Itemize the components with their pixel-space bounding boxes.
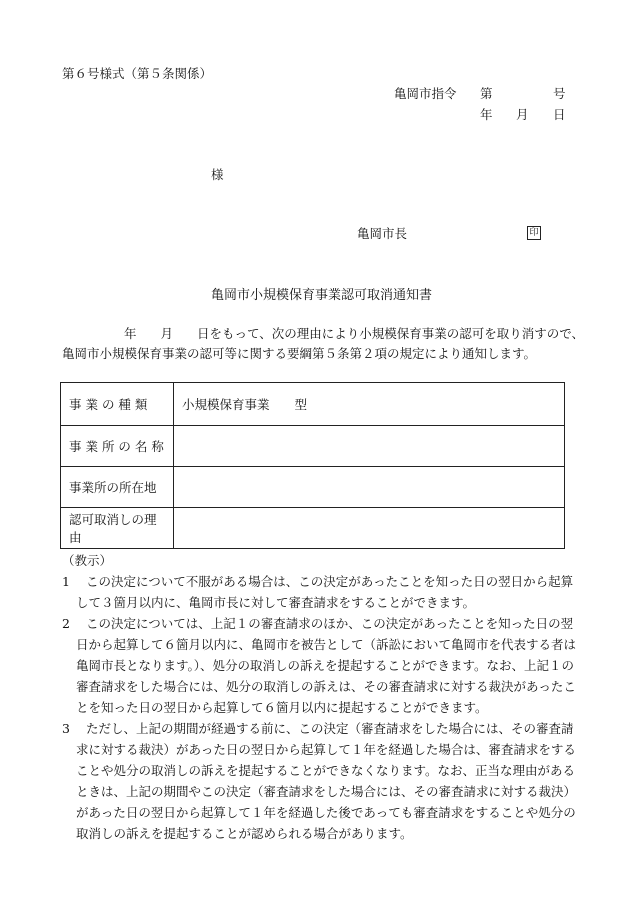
body-line-1 — [62, 324, 585, 344]
date-day-label: 日 — [553, 107, 566, 122]
row-value-business-type: 小規模保育事業 型 — [174, 383, 565, 426]
row-value-revocation-reason — [174, 508, 565, 549]
row-label-revocation-reason: 認可取消しの理由 — [61, 508, 174, 549]
row-value-facility-address — [174, 467, 565, 508]
issuer-prefix: 亀岡市指令 — [394, 86, 457, 101]
number-label-last: 号 — [553, 86, 566, 101]
instruction-text: この決定について不服がある場合は、この決定があったことを知った日の翌日から起算して３箇月以内に、亀岡市長に対して審査請求をすることができます。 — [76, 574, 574, 610]
instructions-section — [62, 550, 577, 844]
date-month-label: 月 — [516, 107, 529, 122]
recipient-honorific: 様 — [211, 167, 224, 182]
row-label-business-type: 事 業 の 種 類 — [61, 383, 174, 426]
instruction-number: 3 — [62, 721, 70, 736]
row-value-facility-name — [174, 426, 565, 467]
body-year-label: 年 — [124, 326, 137, 341]
body-line-1-rest: 日をもって、次の理由により小規模保育事業の認可を取り消すので、 — [197, 326, 585, 341]
sender-name: 亀岡市長 — [357, 226, 408, 241]
body-month-label: 月 — [160, 326, 174, 341]
row-label-facility-address: 事業所の所在地 — [61, 467, 174, 508]
document-title: 亀岡市小規模保育事業認可取消通知書 — [211, 288, 433, 303]
row-label-facility-name: 事 業 所 の 名 称 — [61, 426, 174, 467]
instruction-item — [62, 718, 577, 844]
number-label-first: 第 — [480, 86, 493, 101]
instruction-number: 1 — [62, 574, 70, 589]
instruction-text: この決定については、上記１の審査請求のほか、この決定があったことを知った日の翌日から起算して６箇月以内に、亀岡市を被告として（訴訟において亀岡市を代表する者は亀岡市長となります。）、処分の取消しの訴えを提起することができます。なお、上記１の審査請求をした場合には、処分の取消しの訴えは、その審査請求に対する裁決があったことを知った日の翌日から起算して６箇月以内に提起することができます。 — [76, 616, 577, 715]
instruction-item — [62, 613, 577, 718]
seal-mark: 印 — [527, 226, 541, 240]
date-year-label: 年 — [480, 107, 493, 122]
details-table — [60, 382, 565, 549]
form-number: 第６号様式（第５条関係） — [62, 66, 213, 81]
body-paragraph — [62, 324, 585, 364]
table-row — [61, 383, 565, 426]
instruction-item — [62, 571, 577, 613]
instruction-text: ただし、上記の期間が経過する前に、この決定（審査請求をした場合には、その審査請求に対する裁決）があった日の翌日から起算して１年を経過した場合は、審査請求をすることや処分の取消しの訴えを提起することができなくなります。なお、正当な理由があるときは、上記の期間やこの決定（審査請求をした場合には、その審査請求に対する裁決）があった日の翌日から起算して１年を経過した後であっても審査請求をすることや処分の取消しの訴えを提起することが認められる場合があります。 — [76, 721, 577, 841]
table-row — [61, 426, 565, 467]
body-line-2: 亀岡市小規模保育事業の認可等に関する要綱第５条第２項の規定により通知します。 — [62, 346, 537, 361]
table-row — [61, 508, 565, 549]
instructions-heading: （教示） — [62, 553, 113, 568]
table-row — [61, 467, 565, 508]
instruction-number: 2 — [62, 616, 70, 631]
